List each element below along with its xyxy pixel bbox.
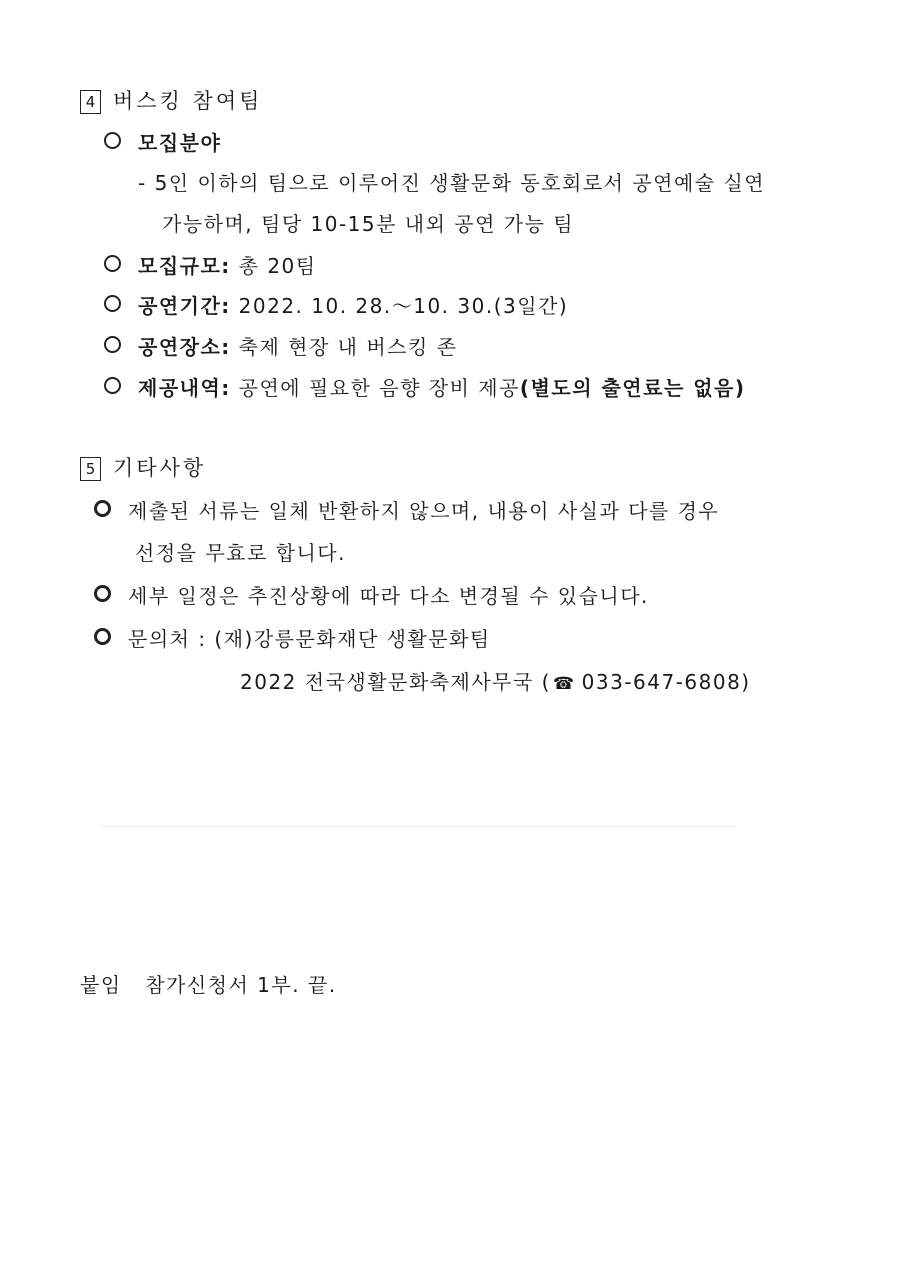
recruit-detail-line-1: - 5인 이하의 팀으로 이루어진 생활문화 동호회로서 공연예술 실연 — [138, 171, 766, 195]
item-label: 제공내역: — [138, 376, 231, 400]
notice-item-2 — [94, 583, 649, 609]
item-value: 축제 현장 내 버스킹 존 — [238, 335, 458, 359]
notice-text: 제출된 서류는 일체 반환하지 않으며, 내용이 사실과 다를 경우 — [128, 499, 720, 523]
contact-line — [240, 669, 751, 697]
section-5-heading — [80, 455, 206, 481]
circle-bullet-icon — [104, 255, 121, 272]
circle-bullet-icon — [94, 628, 111, 645]
item-value: 총 20팀 — [238, 254, 317, 278]
recruit-detail-line-2: 가능하며, 팀당 10-15분 내외 공연 가능 팀 — [162, 212, 575, 236]
item-note: (별도의 출연료는 없음) — [519, 376, 746, 400]
notice-item-3 — [94, 626, 491, 652]
circle-bullet-icon — [104, 336, 121, 353]
notice-text: 세부 일정은 추진상황에 따라 다소 변경될 수 있습니다. — [128, 584, 649, 608]
telephone-icon: ☎ — [552, 674, 576, 694]
recruit-field-item — [104, 130, 221, 156]
circle-bullet-icon — [94, 500, 111, 517]
performance-venue-item — [104, 334, 457, 360]
scan-artifact-line — [100, 826, 736, 827]
provided-items-item — [104, 375, 746, 401]
performance-period-item — [104, 293, 568, 319]
contact-phone: 033-647-6808) — [581, 670, 751, 694]
item-label: 모집규모: — [138, 254, 231, 278]
attachment-label: 붙임 — [80, 973, 122, 997]
section-4-heading — [80, 88, 262, 114]
attachment-text: 참가신청서 1부. 끝. — [145, 973, 337, 997]
attachment-line — [80, 972, 337, 998]
item-value: 2022. 10. 28.～10. 30.(3일간) — [238, 294, 569, 318]
circle-bullet-icon — [94, 585, 111, 602]
circle-bullet-icon — [104, 132, 121, 149]
notice-text: 문의처 : (재)강릉문화재단 생활문화팀 — [128, 627, 491, 651]
item-label: 공연장소: — [138, 335, 231, 359]
contact-org: 2022 전국생활문화축제사무국 ( — [240, 670, 551, 694]
item-label: 모집분야 — [138, 131, 222, 155]
section-number-box: 5 — [80, 457, 101, 481]
circle-bullet-icon — [104, 295, 121, 312]
notice-item-1 — [94, 498, 719, 524]
section-title: 기타사항 — [113, 456, 207, 480]
circle-bullet-icon — [104, 377, 121, 394]
notice-item-1-continued: 선정을 무효로 합니다. — [135, 541, 346, 565]
recruit-scale-item — [104, 253, 317, 279]
item-label: 공연기간: — [138, 294, 231, 318]
section-number-box: 4 — [80, 90, 101, 114]
item-value: 공연에 필요한 음향 장비 제공 — [238, 376, 520, 400]
section-title: 버스킹 참여팀 — [113, 89, 263, 113]
